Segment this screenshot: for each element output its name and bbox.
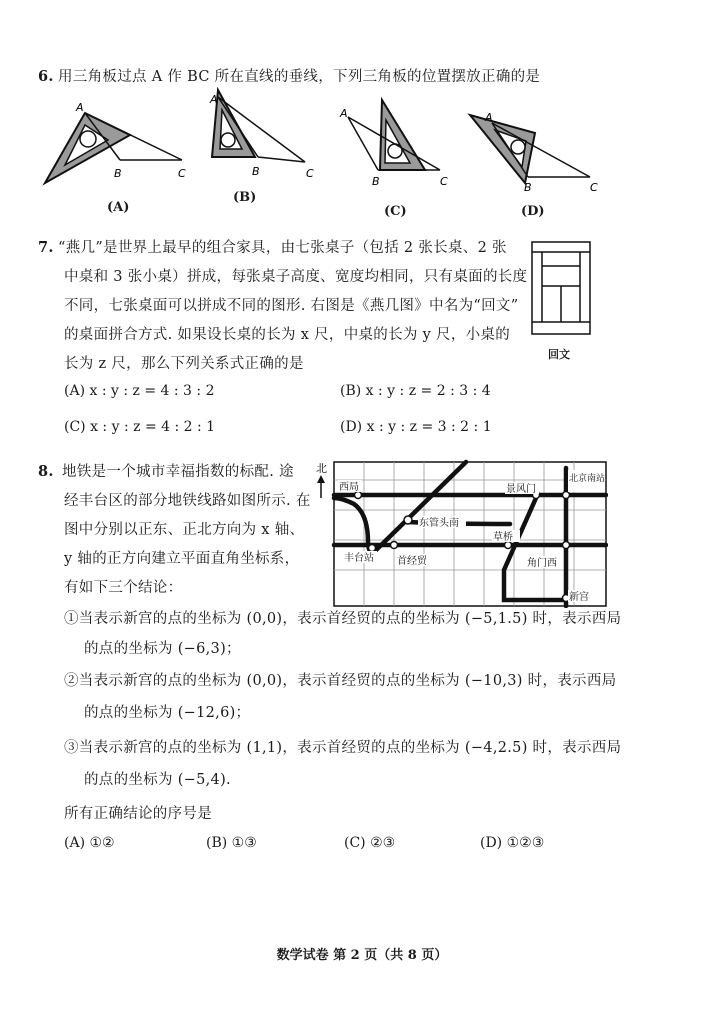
q8-conclusion-2a: ②当表示新宫的点的坐标为 (0,0)，表示首经贸的点的坐标为 (−10,3) 时，表示西局 bbox=[64, 673, 617, 689]
q8-line-1: 地铁是一个城市幸福指数的标配. 途 bbox=[62, 464, 294, 480]
q8-option-d: (D) ①②③ bbox=[480, 835, 545, 851]
q8-option-c: (C) ②③ bbox=[344, 835, 396, 851]
q8-option-b: (B) ①③ bbox=[206, 835, 257, 851]
q8-conclusion-3b: 的点的坐标为 (−5,4). bbox=[84, 772, 231, 788]
q8-ask: 所有正确结论的序号是 bbox=[64, 806, 212, 822]
station-caoqiao: 草桥 bbox=[493, 532, 513, 543]
q7-line-2: 中桌和 3 张小桌）拼成，每张桌子高度、宽度均相同，只有桌面的长度 bbox=[64, 269, 528, 285]
q7-option-a: (A) x : y : z = 4 : 3 : 2 bbox=[64, 383, 215, 399]
q8-option-a: (A) ①② bbox=[64, 835, 115, 851]
station-xingong: 新宫 bbox=[569, 592, 589, 603]
q6-figures bbox=[30, 85, 710, 215]
q6-figure-c bbox=[339, 100, 448, 188]
station-jingfengmen: 景风门 bbox=[506, 484, 536, 495]
q7-line-1: “燕几”是世界上最早的组合家具，由七张桌子（包括 2 张长桌、2 张 bbox=[58, 240, 507, 256]
q6-c-label-c: C bbox=[440, 175, 448, 188]
q8-line-5: 有如下三个结论： bbox=[64, 580, 183, 596]
station-shoujingmao: 首经贸 bbox=[397, 556, 427, 567]
q6-number: 6. bbox=[38, 68, 54, 85]
q6-caption-d: (D) bbox=[521, 204, 545, 219]
station-jiaomenxi: 角门西 bbox=[527, 558, 557, 569]
q6-caption-c: (C) bbox=[384, 204, 407, 219]
station-dongguantounan: 东管头南 bbox=[419, 518, 459, 529]
q6-figure-b bbox=[209, 90, 314, 180]
q6-stem: 用三角板过点 A 作 BC 所在直线的垂线，下列三角板的位置摆放正确的是 bbox=[58, 69, 541, 85]
q7-option-c: (C) x : y : z = 4 : 2 : 1 bbox=[64, 419, 216, 435]
q6-a-label-b: B bbox=[114, 167, 122, 180]
station-fengtaizhan: 丰台站 bbox=[344, 553, 374, 564]
q7-option-d: (D) x : y : z = 3 : 2 : 1 bbox=[340, 419, 492, 435]
q6-figure-d bbox=[470, 111, 598, 194]
station-xiju: 西局 bbox=[339, 482, 359, 493]
q8-conclusion-2b: 的点的坐标为 (−12,6)； bbox=[84, 705, 251, 721]
q6-d-label-c: C bbox=[590, 181, 598, 194]
q6-b-label-b: B bbox=[252, 165, 260, 178]
q6-b-label-c: C bbox=[306, 167, 314, 180]
subway-map bbox=[312, 458, 608, 608]
q7-line-4: 的桌面拼合方式. 如果设长桌的长为 x 尺，中桌的长为 y 尺，小桌的 bbox=[64, 327, 511, 343]
q6-c-label-a: A bbox=[340, 107, 348, 120]
q8-conclusion-1b: 的点的坐标为 (−6,3)； bbox=[84, 641, 241, 657]
q8-conclusion-3a: ③当表示新宫的点的坐标为 (1,1)，表示首经贸的点的坐标为 (−4,2.5) 时，表示西局 bbox=[64, 740, 622, 756]
huiwen-caption: 回文 bbox=[548, 348, 570, 361]
huiwen-figure bbox=[530, 240, 592, 336]
north-label: 北 bbox=[316, 462, 327, 475]
q7-line-3: 不同，七张桌面可以拼成不同的图形. 右图是《燕几图》中名为“回文” bbox=[64, 298, 519, 314]
q8-line-3: 图中分别以正东、正北方向为 x 轴、 bbox=[64, 522, 305, 538]
q6-d-label-b: B bbox=[524, 181, 532, 194]
q6-a-label-c: C bbox=[178, 167, 186, 180]
q7-option-b: (B) x : y : z = 2 : 3 : 4 bbox=[340, 383, 491, 399]
q6-caption-a: (A) bbox=[107, 200, 130, 215]
q8-conclusion-1a: ①当表示新宫的点的坐标为 (0,0)，表示首经贸的点的坐标为 (−5,1.5) 时，表示西局 bbox=[64, 611, 622, 627]
q6-b-label-a: A bbox=[210, 93, 218, 106]
q6-c-label-b: B bbox=[372, 175, 380, 188]
station-beijingnan: 北京南站 bbox=[569, 474, 606, 484]
q7-line-5: 长为 z 尺，那么下列关系式正确的是 bbox=[64, 356, 304, 372]
q6-figure-a bbox=[45, 101, 186, 183]
page-footer: 数学试卷 第 2 页（共 8 页） bbox=[276, 948, 448, 963]
q8-line-4: y 轴的正方向建立平面直角坐标系， bbox=[64, 551, 300, 567]
q8-number: 8. bbox=[38, 463, 54, 480]
q6-a-label-a: A bbox=[76, 101, 84, 114]
q6-caption-b: (B) bbox=[233, 190, 257, 205]
q8-line-2: 经丰台区的部分地铁线路如图所示. 在 bbox=[64, 493, 311, 509]
q6-d-label-a: A bbox=[485, 111, 493, 124]
q7-number: 7. bbox=[38, 239, 54, 256]
